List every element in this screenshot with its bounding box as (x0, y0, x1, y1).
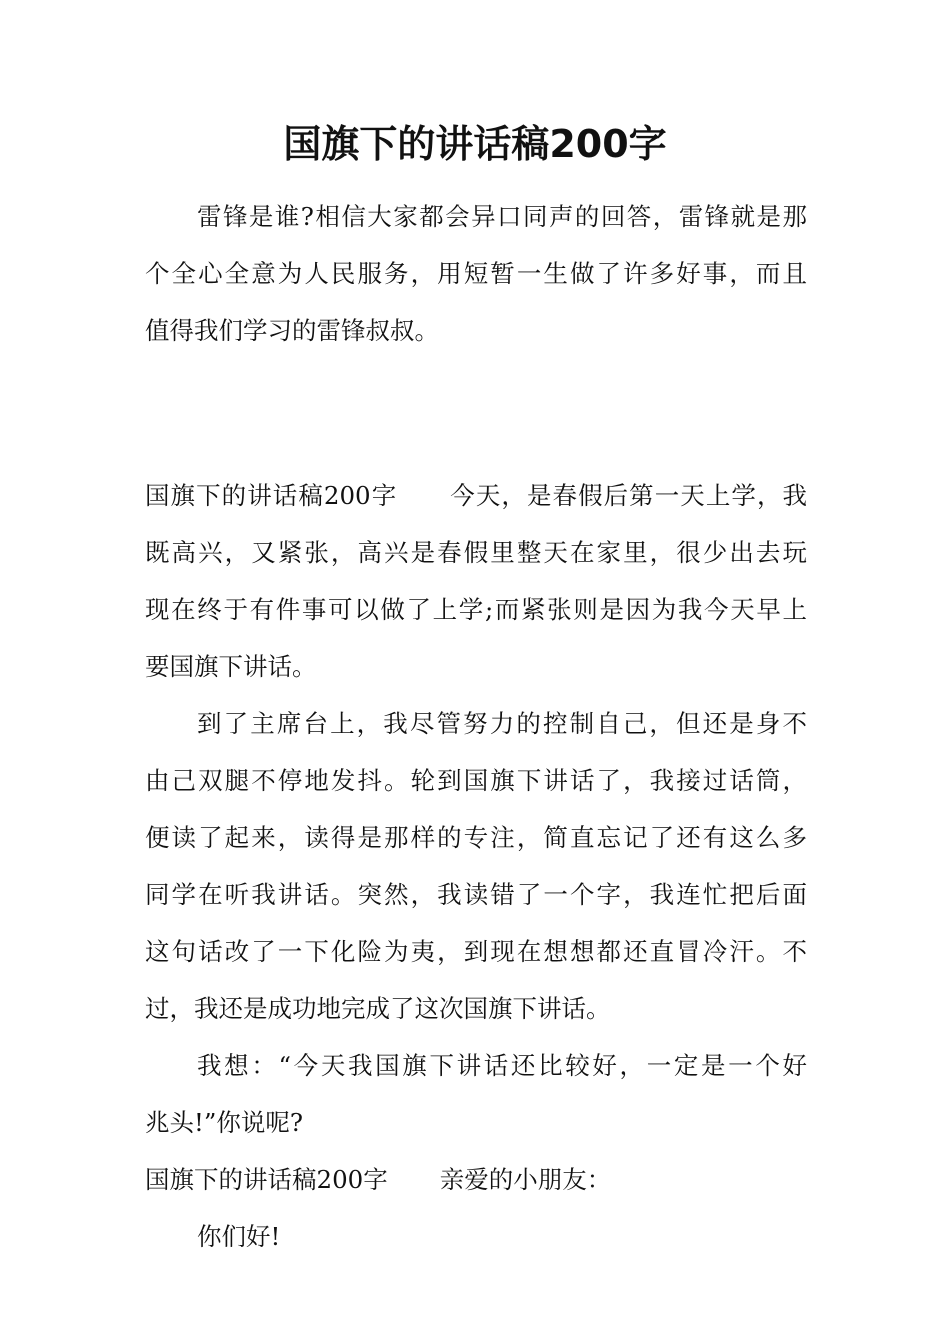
paragraph-6-line-1: 你们好! (197, 1222, 281, 1251)
paragraph-2-line-3: 现在终于有件事可以做了上学;而紧张则是因为我今天早上 (145, 595, 807, 624)
paragraph-3-line-2: 由己双腿不停地发抖。轮到国旗下讲话了，我接过话筒， (145, 766, 807, 795)
paragraph-4-line-1: 我想：“今天我国旗下讲话还比较好，一定是一个好 (197, 1051, 807, 1080)
paragraph-1-line-3: 值得我们学习的雷锋叔叔。 (145, 316, 439, 345)
paragraph-1-line-1: 雷锋是谁?相信大家都会异口同声的回答，雷锋就是那 (197, 202, 807, 231)
paragraph-2-first-text: 今天，是春假后第一天上学，我 (449, 481, 807, 510)
paragraph-5-line-1 (145, 1151, 807, 1208)
paragraph-3-line-1: 到了主席台上，我尽管努力的控制自己，但还是身不 (197, 709, 807, 738)
document-body (145, 188, 807, 1265)
paragraph-2-line-2: 既高兴，又紧张，高兴是春假里整天在家里，很少出去玩 (145, 538, 807, 567)
paragraph-3-line-6: 过，我还是成功地完成了这次国旗下讲话。 (145, 994, 611, 1023)
section-heading: 国旗下的讲话稿200字 (145, 481, 398, 510)
section-heading: 国旗下的讲话稿200字 (145, 1165, 388, 1194)
paragraph-3-line-5: 这句话改了一下化险为夷，到现在想想都还直冒冷汗。不 (145, 937, 807, 966)
paragraph-spacer (145, 359, 807, 467)
paragraph-3-line-3: 便读了起来，读得是那样的专注，简直忘记了还有这么多 (145, 823, 807, 852)
paragraph-1-line-2: 个全心全意为人民服务，用短暂一生做了许多好事，而且 (145, 259, 807, 288)
paragraph-2-line-4: 要国旗下讲话。 (145, 652, 317, 681)
document-title: 国旗下的讲话稿200字 (283, 122, 667, 166)
paragraph-4-line-2: 兆头!”你说呢? (145, 1108, 304, 1137)
greeting-text: 亲爱的小朋友： (439, 1165, 612, 1194)
paragraph-3-line-4: 同学在听我讲话。突然，我读错了一个字，我连忙把后面 (145, 880, 807, 909)
paragraph-2-line-1 (145, 467, 807, 524)
